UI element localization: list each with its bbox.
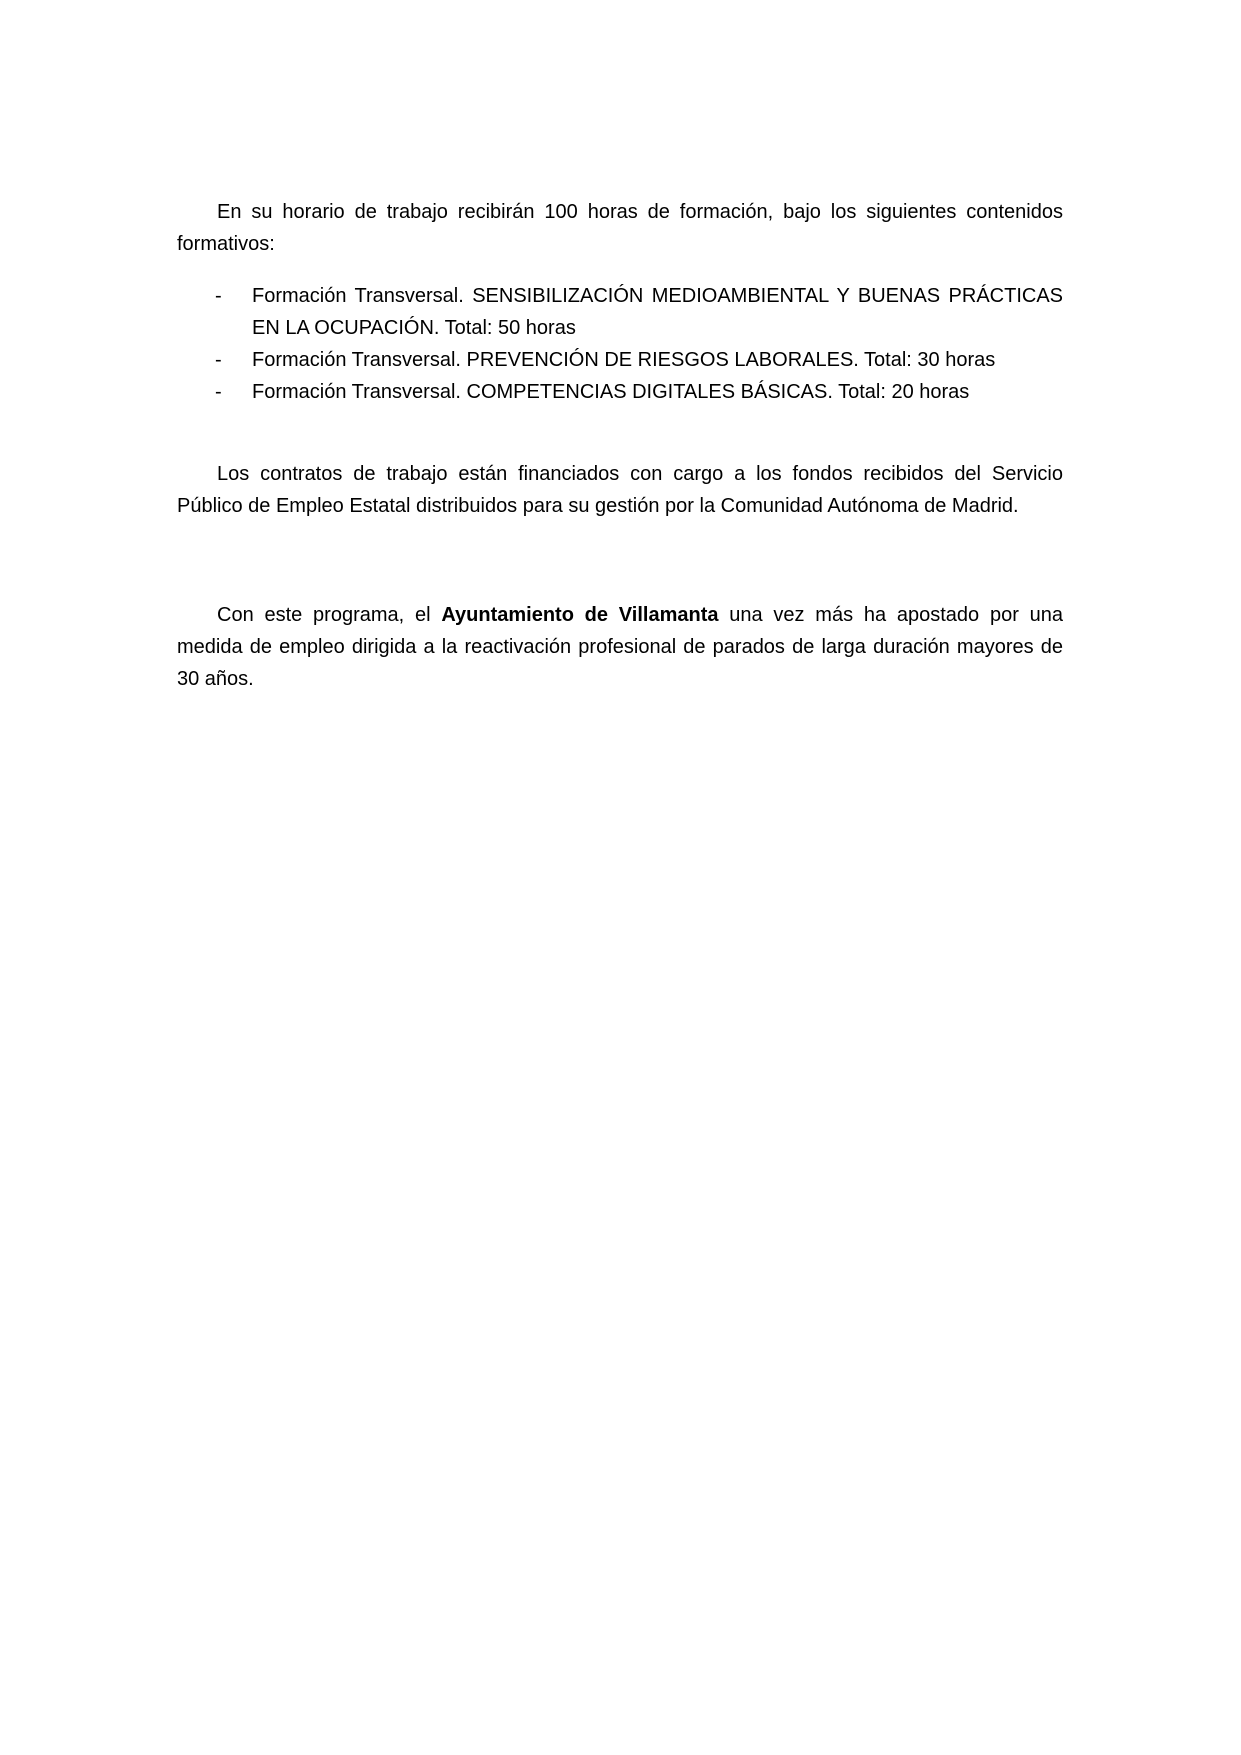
list-item <box>177 344 1063 376</box>
bullet-dash: - <box>215 381 222 403</box>
bullet-dash: - <box>215 349 222 371</box>
paragraph-training-hours: En su horario de trabajo recibirán 100 horas de formación, bajo los siguientes contenidos formativos: <box>177 201 1063 255</box>
list-item <box>177 280 1063 344</box>
list-item <box>177 376 1063 408</box>
document-body <box>177 196 1063 695</box>
list-item-text: Formación Transversal. COMPETENCIAS DIGITALES BÁSICAS. Total: 20 horas <box>252 381 970 403</box>
paragraph-program <box>177 599 1063 695</box>
organization-name: Ayuntamiento de Villamanta <box>441 604 719 626</box>
list-item-text: Formación Transversal. PREVENCIÓN DE RIESGOS LABORALES. Total: 30 horas <box>252 349 996 371</box>
list-item-text: Formación Transversal. SENSIBILIZACIÓN MEDIOAMBIENTAL Y BUENAS PRÁCTICAS EN LA OCUPACIÓN. Total: 50 horas <box>252 285 1063 339</box>
paragraph-program-end: una vez más ha apostado por una medida de empleo dirigida a la reactivación profesional de parados de larga duración mayores de 30 años. <box>177 604 1063 690</box>
paragraph-funding: Los contratos de trabajo están financiados con cargo a los fondos recibidos del Servicio Público de Empleo Estatal distribuidos para su gestión por la Comunidad Autónoma de Madrid. <box>177 463 1063 517</box>
bullet-dash: - <box>215 285 222 307</box>
training-contents-list <box>177 280 1063 408</box>
paragraph-program-start: Con este programa, el <box>217 604 442 626</box>
